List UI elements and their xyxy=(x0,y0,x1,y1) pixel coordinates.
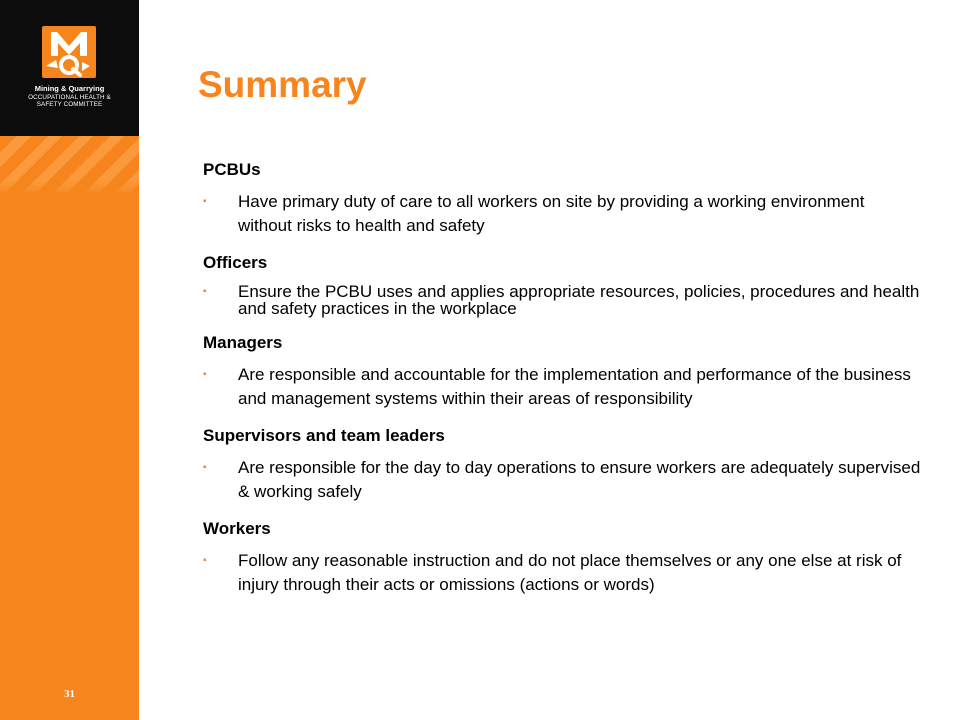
square-bullet-icon: ▪ xyxy=(203,369,207,380)
square-bullet-icon: ▪ xyxy=(203,555,207,566)
logo-text xyxy=(4,85,135,109)
slide-content xyxy=(203,160,923,612)
logo-line-2: OCCUPATIONAL HEALTH & xyxy=(28,93,111,101)
mq-logo-icon xyxy=(42,26,96,78)
bullet-item xyxy=(203,456,923,503)
sidebar xyxy=(0,0,139,720)
logo-line-1: Mining & Quarrying xyxy=(34,84,105,93)
logo xyxy=(0,0,139,136)
section-heading: Managers xyxy=(203,333,283,352)
page-number: 31 xyxy=(64,688,75,700)
bullet-item xyxy=(203,363,923,410)
bullet-item xyxy=(203,190,923,237)
bullet-text: Follow any reasonable instruction and do not place themselves or any one else at risk of injury through their acts or omissions (actions or words) xyxy=(238,551,902,594)
square-bullet-icon: ▪ xyxy=(203,196,207,207)
section-heading: Officers xyxy=(203,253,268,272)
section-officers xyxy=(203,253,923,317)
square-bullet-icon: ▪ xyxy=(203,462,207,473)
section-heading: Supervisors and team leaders xyxy=(203,426,445,445)
slide-title: Summary xyxy=(198,64,367,105)
section-heading: Workers xyxy=(203,519,271,538)
bullet-text: Are responsible and accountable for the implementation and performance of the business and management systems within their areas of responsibility xyxy=(238,365,911,408)
bullet-item xyxy=(203,549,923,596)
logo-line-3: SAFETY COMMITTEE xyxy=(36,101,103,109)
bullet-text: Have primary duty of care to all workers on site by providing a working environment without risks to health and safety xyxy=(238,192,865,235)
bullet-text: Ensure the PCBU uses and applies appropriate resources, policies, procedures and health and safety practices in the workplace xyxy=(238,282,920,318)
section-supervisors xyxy=(203,426,923,503)
bullet-item xyxy=(203,283,923,317)
section-pcbus xyxy=(203,160,923,237)
square-bullet-icon: ▪ xyxy=(203,286,207,297)
bullet-text: Are responsible for the day to day operations to ensure workers are adequately supervised & working safely xyxy=(238,458,921,501)
section-managers xyxy=(203,333,923,410)
stripe-fade xyxy=(0,180,139,196)
section-workers xyxy=(203,519,923,596)
section-heading: PCBUs xyxy=(203,160,261,179)
